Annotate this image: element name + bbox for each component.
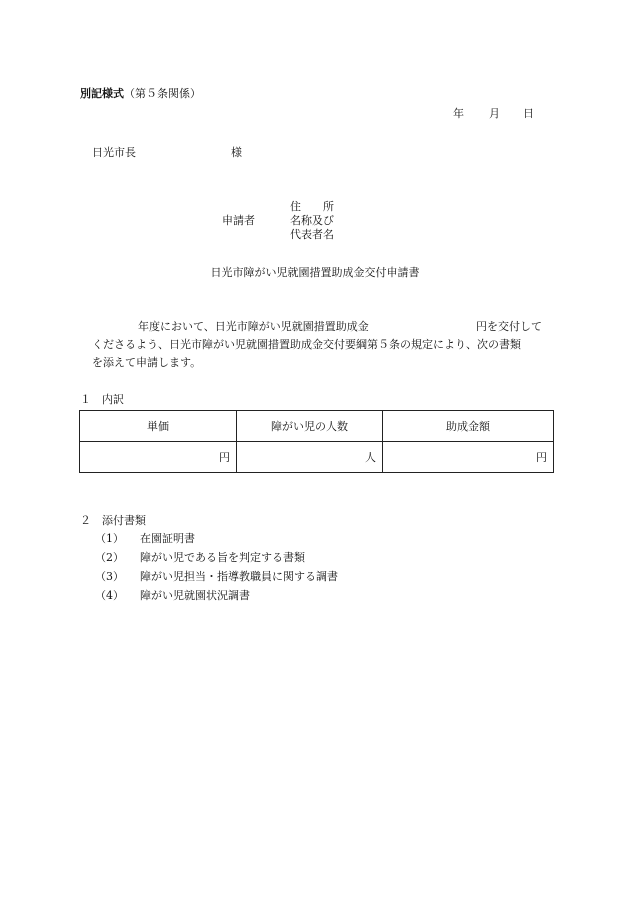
date-month: 月: [489, 107, 500, 120]
child-count-cell[interactable]: 人: [237, 442, 383, 473]
applicant-label: 申請者: [222, 214, 255, 227]
attachment-text: 障がい児担当・指導教職員に関する調書: [140, 570, 338, 583]
applicant-address-label: 住 所: [290, 200, 334, 213]
table-header-row: [80, 411, 554, 442]
document-title: 日光市障がい児就園措置助成金交付申請書: [210, 266, 420, 279]
attachment-text: 障がい児就園状況調書: [140, 589, 250, 602]
date-year: 年: [453, 107, 464, 120]
date-day: 日: [523, 107, 534, 120]
attachment-number: （3）: [95, 570, 124, 583]
attachment-number: （2）: [95, 551, 124, 564]
grant-amount-cell[interactable]: 円: [383, 442, 554, 473]
addressee-name: 日光市長: [92, 146, 136, 159]
attachment-text: 在園証明書: [140, 532, 195, 545]
body-line-1b: 円を交付して: [476, 320, 542, 333]
attachment-number: （4）: [95, 589, 124, 602]
section1-heading: １ 内訳: [80, 393, 124, 406]
attachment-text: 障がい児である旨を判定する書類: [140, 551, 305, 564]
applicant-name-label: 名称及び: [290, 214, 334, 227]
body-line-1a: 年度において、日光市障がい児就園措置助成金: [138, 320, 369, 333]
attachment-item: [95, 533, 195, 544]
body-line-3: を添えて申請します。: [92, 356, 202, 369]
column-header-unit-price: 単価: [80, 411, 237, 442]
form-label-name: 別記様式: [80, 87, 124, 100]
section2-heading: ２ 添付書類: [80, 514, 146, 527]
column-header-child-count: 障がい児の人数: [237, 411, 383, 442]
attachment-item: [95, 590, 250, 601]
unit-price-cell[interactable]: 円: [80, 442, 237, 473]
attachment-item: [95, 571, 338, 582]
breakdown-table: [79, 410, 554, 473]
attachment-item: [95, 552, 305, 563]
form-label: [80, 88, 201, 99]
table-row: [80, 442, 554, 473]
applicant-rep-label: 代表者名: [290, 228, 334, 241]
column-header-grant-amount: 助成金額: [383, 411, 554, 442]
body-line-2: くださるよう、日光市障がい児就園措置助成金交付要綱第５条の規定により、次の書類: [92, 338, 521, 351]
attachment-number: （1）: [95, 532, 124, 545]
addressee-honorific: 様: [231, 146, 242, 159]
form-label-ref: （第５条関係）: [124, 87, 201, 100]
